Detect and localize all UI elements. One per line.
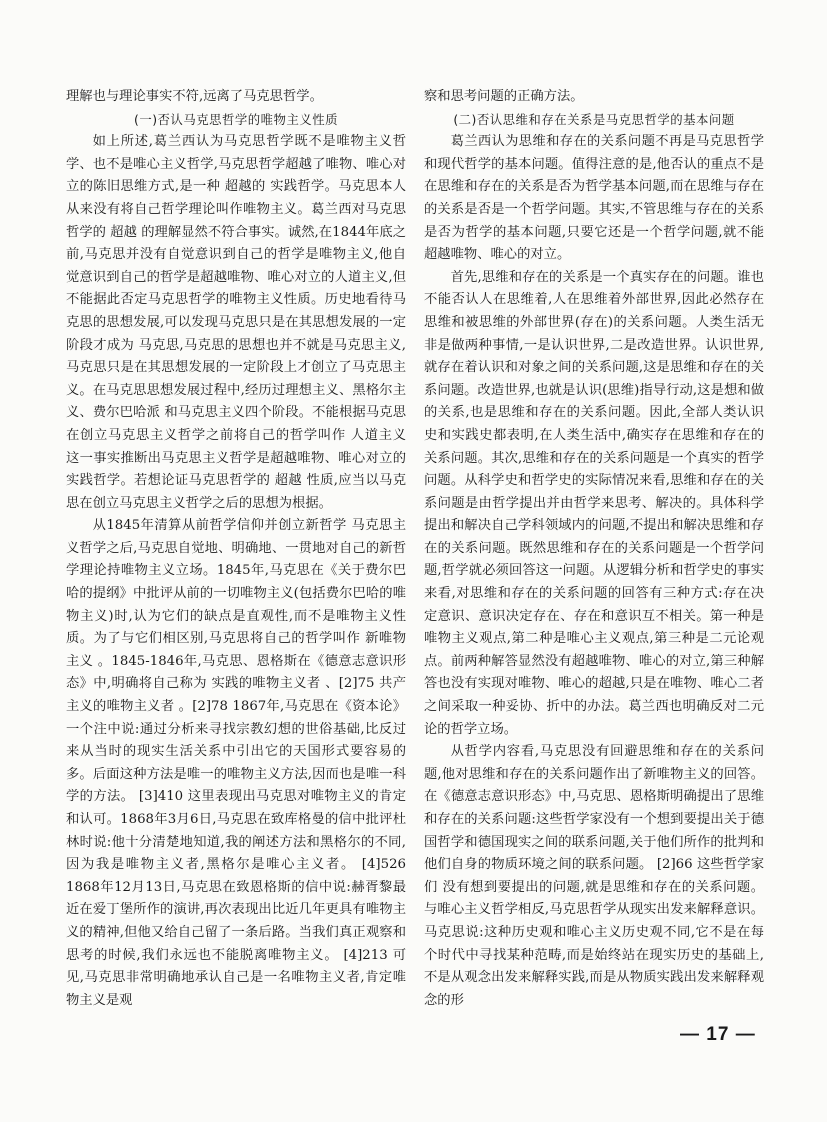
right-lead-line: 察和思考问题的正确方法。 xyxy=(424,89,584,104)
left-paragraph-1: 如上所述,葛兰西认为马克思哲学既不是唯物主义哲学、也不是唯心主义哲学,马克思哲学超越了唯物、唯心对立的陈旧思维方式,是一种 超越的 实践哲学。马克思本人从来没有将自己哲学理论叫作唯物主义。葛兰西对马克思哲学的 超越 的理解显然不符合事实。诚然,在1844年底之前,马克思并没有自觉意识到自己的哲学是唯物主义,他自觉意识到自己的哲学是超越唯物、唯心对立的人道主义,但不能据此否定马克思哲学的唯物主义性质。历史地看待马克思的思想发展,可以发现马克思只是在其思想发展的一定阶段才成为 马克思,马克思的思想也并不就是马克思主义,马克思只是在其思想发展的一定阶段上才创立了马克思主义。在马克思思想发展过程中,经历过理想主义、黑格尔主义、费尔巴哈派 和马克思主义四个阶段。不能根据马克思在创立马克思主义哲学之前将自己的哲学叫作 人道主义 这一事实推断出马克思主义哲学是超越唯物、唯心对立的实践哲学。若想论证马克思哲学的 超越 性质,应当以马克思在创立马克思主义哲学之后的思想为根据。 xyxy=(66,134,406,511)
left-column xyxy=(66,86,406,1012)
right-paragraph-2: 首先,思维和存在的关系是一个真实存在的问题。谁也不能否认人在思维着,人在思维着外部世界,因此必然存在思维和被思维的外部世界(存在)的关系问题。人类生活无非是做两种事情,一是认识世界,二是改造世界。认识世界,就存在着认识和对象之间的关系问题,这是思维和存在的关系问题。改造世界,也就是认识(思维)指导行动,这是想和做的关系,也是思维和存在的关系问题。因此,全部人类认识史和实践史都表明,在人类生活中,确实存在思维和存在的关系问题。其次,思维和存在的关系问题是一个真实的哲学问题。从科学史和哲学史的实际情况来看,思维和存在的关系问题是由哲学提出并由哲学来思考、解决的。具体科学提出和解决自己学科领域内的问题,不提出和解决思维和存在的关系问题。既然思维和存在的关系问题是一个哲学问题,哲学就必须回答这一问题。从逻辑分析和哲学史的事实来看,对思维和存在的关系问题的回答有三种方式:存在决定意识、意识决定存在、存在和意识互不相关。第一种是唯物主义观点,第二种是唯心主义观点,第三种是二元论观点。前两种解答显然没有超越唯物、唯心的对立,第三种解答也没有实现对唯物、唯心的超越,只是在唯物、唯心二者之间采取一种妥协、折中的办法。葛兰西也明确反对二元论的哲学立场。 xyxy=(424,269,764,737)
right-paragraph-1: 葛兰西认为思维和存在的关系问题不再是马克思哲学和现代哲学的基本问题。值得注意的是,他否认的重点不是在思维和存在的关系是否为哲学基本问题,而在思维与存在的关系是否是一个哲学问题。其实,不管思维与存在的关系是否为哲学的基本问题,只要它还是一个哲学问题,就不能超越唯物、唯心的对立。 xyxy=(424,134,764,263)
right-column xyxy=(424,86,764,1012)
section-heading-2: (二)否认思维和存在关系是马克思哲学的基本问题 xyxy=(453,111,735,127)
left-lead-line: 理解也与理论事实不符,远离了马克思哲学。 xyxy=(66,89,323,104)
section-heading-1: (一)否认马克思哲学的唯物主义性质 xyxy=(133,111,339,127)
right-paragraph-3: 从哲学内容看,马克思没有回避思维和存在的关系问题,他对思维和存在的关系问题作出了新唯物主义的回答。在《德意志意识形态》中,马克思、恩格斯明确提出了思维和存在的关系问题:这些哲学家没有一个想到要提出关于德国哲学和德国现实之间的联系问题,关于他们所作的批判和他们自身的物质环境之间的联系问题。 [2]66 这些哲学家们 没有想到要提出的问题,就是思维和存在的关系问题。与唯心主义哲学相反,马克思哲学从现实出发来解释意识。马克思说:这种历史观和唯心主义历史观不同,它不是在每个时代中寻找某种范畴,而是始终站在现实历史的基础上,不是从观念出发来解释实践,而是从物质实践出发来解释观念的形 xyxy=(424,744,764,1008)
page-number: — 17 — xyxy=(680,1024,756,1045)
left-paragraph-2: 从1845年清算从前哲学信仰并创立新哲学 马克思主义哲学之后,马克思自觉地、明确地、一贯地对自己的新哲学理论持唯物主义立场。1845年,马克思在《关于费尔巴哈的提纲》中批评从前的一切唯物主义(包括费尔巴哈的唯物主义)时,认为它们的缺点是直观性,而不是唯物主义性质。为了与它们相区别,马克思将自己的哲学叫作 新唯物主义 。1845-1846年,马克思、恩格斯在《德意志意识形态》中,明确将自己称为 实践的唯物主义者 、[2]75 共产主义的唯物主义者 。[2]78 1867年,马克思在《资本论》一个注中说:通过分析来寻找宗教幻想的世俗基础,比反过来从当时的现实生活关系中引出它的天国形式要容易的多。后面这种方法是唯一的唯物主义方法,因而也是唯一科学的方法。 [3]410 这里表现出马克思对唯物主义的肯定和认可。1868年3月6日,马克思在致库格曼的信中批评杜林时说:他十分清楚地知道,我的阐述方法和黑格尔的不同,因为我是唯物主义者,黑格尔是唯心主义者。 [4]526 1868年12月13日,马克思在致恩格斯的信中说:赫胥黎最近在爱丁堡所作的演讲,再次表现出比近几年更具有唯物主义的精神,但他又给自己留了一条后路。当我们真正观察和思考的时候,我们永远也不能脱离唯物主义。 [4]213 可见,马克思非常明确地承认自己是一名唯物主义者,肯定唯物主义是观 xyxy=(66,518,406,1008)
